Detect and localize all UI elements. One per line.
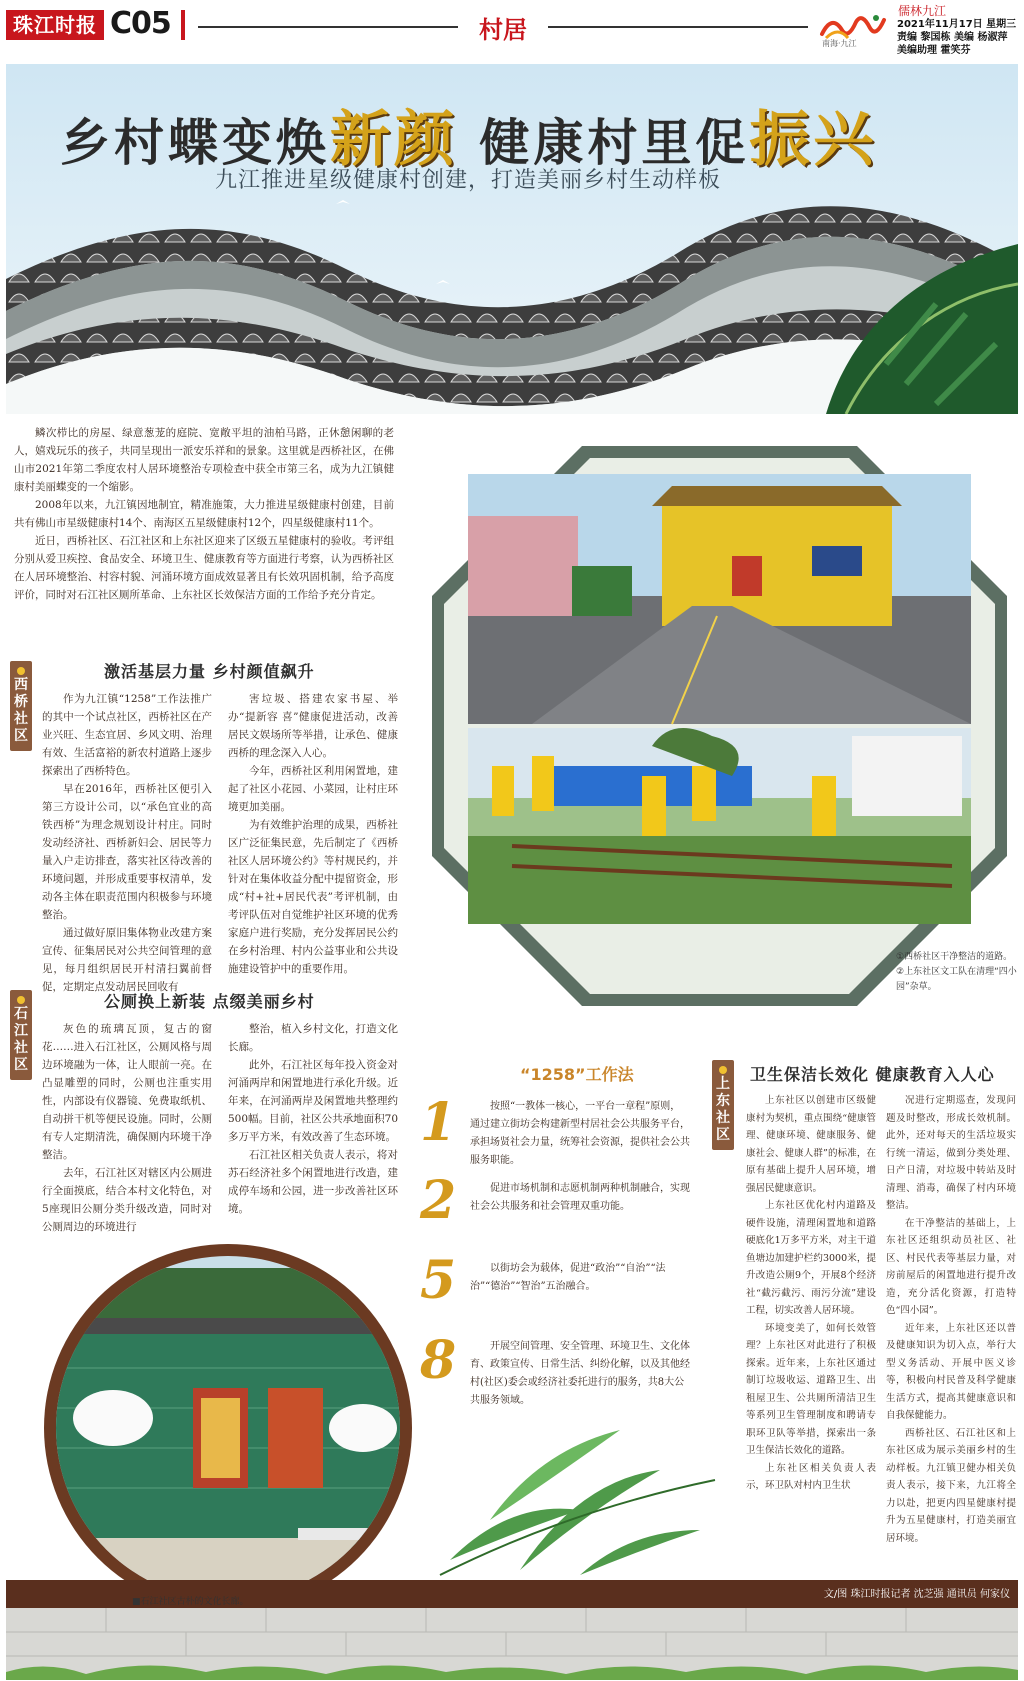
page-header <box>0 0 1024 58</box>
headline-part: 乡村蝶变焕 <box>60 114 330 172</box>
paragraph: 况进行定期巡查，发现问题及时整改，形成长效机制。此外，还对每天的生活垃圾实行统一清运，做到分类处理、日产日清，对垃圾中转站及时清理、消毒，确保了村内环境整洁。 <box>886 1095 1016 1211</box>
photo-shangdong-garden <box>468 728 971 924</box>
section-title-shijiang: 公厕换上新装 点缀美丽乡村 <box>104 992 315 1011</box>
section-name: 村居 <box>479 16 527 44</box>
photo-shijiang-corridor <box>18 1238 438 1608</box>
shijiang-column-1 <box>42 1020 212 1236</box>
header-divider <box>181 10 185 40</box>
photo-captions <box>896 950 1022 995</box>
paragraph: 去年，石江社区对辖区内公厕进行全面摸底，结合本村文化特色，对5座现旧公厕分类升级改造，同时对公厕周边的环境进行 <box>42 1167 212 1233</box>
section-tag-shangdong: 上东社区 <box>712 1060 734 1150</box>
tag-dot-icon <box>17 996 25 1004</box>
shangdong-column-2 <box>886 1092 1016 1547</box>
edition-info <box>897 18 1023 57</box>
intro-paragraph: 2008年以来，九江镇因地制宜，精准施策，大力推进星级健康村创建，目前共有佛山市星级健康村14个、南海区五星级健康村12个，四星级健康村11个。 <box>14 499 394 529</box>
workflow-number: 1 <box>420 1092 457 1153</box>
workflow-number: 2 <box>420 1170 457 1231</box>
paragraph: 为有效维护治理的成果，西桥社区广泛征集民意，先后制定了《西桥社区人居环境公约》等村规民约，并针对在集体收益分配中提留资金，形成“村+社+居民代表”考评机制，由考评队伍对自觉维护社区环境的优秀家庭户进行奖励，充分发挥居民公约在乡村治理、村内公益事业和公共设施建设管护中的重要作用。 <box>228 819 398 975</box>
paragraph: 此外，石江社区每年投入资金对河涌两岸和闲置地进行承化升级。近年来，在河涌两岸及闲置地共整理约500幅。目前，社区公共承地面积70多万平方米，有效改善了生态环境。 <box>228 1059 398 1143</box>
section-tag-shijiang: 石江社区 <box>10 990 32 1080</box>
section-title-xiqiao: 激活基层力量 乡村颜值飙升 <box>104 662 315 681</box>
workflow-item <box>420 1170 690 1250</box>
workflow-text: 促进市场机制和志愿机制两种机制融合，实现社会公共服务和社会管理双重功能。 <box>470 1183 690 1212</box>
section-tag-xiqiao: 西桥社区 <box>10 661 32 751</box>
tag-dot-icon <box>17 667 25 675</box>
issue-date: 2021年11月17日 星期三 <box>897 19 1017 30</box>
caption-1: ①西桥社区干净整洁的道路。 <box>896 952 1013 962</box>
photo-xiqiao-street <box>468 474 971 724</box>
corridor-caption: ■石江社区古朴的文化长廊。 <box>132 1597 249 1607</box>
page-number: C05 <box>110 6 171 41</box>
paragraph: 上东社区以创建市区级健康村为契机，重点围绕“健康管理、健康环境、健康服务、健康社会、健康人群”的标准，在原有基础上提升人居环境，增强居民健康意识。 <box>746 1095 876 1194</box>
photo-frame <box>432 446 1007 1006</box>
paragraph: 西桥社区、石江社区和上东社区成为展示美丽乡村的生动样板。九江镇卫健办相关负责人表示，接下来，九江将全力以赴，把更内四星健康村提升为五星健康村，打造美丽宜居环境。 <box>886 1427 1016 1544</box>
paragraph: 早在2016年，西桥社区便引入第三方设计公司，以“承色宜业的高铁西桥”为理念规划设计村庄。同时发动经济社、西桥新妇会、居民等力量入户走访排查，落实社区待改善的环境问题，并形成重要事权清单，发动各主体在职责范围内积极参与环境整治。 <box>42 783 212 921</box>
intro-paragraph: 鳞次栉比的房屋、绿意葱茏的庭院、宽敞平坦的油柏马路，正休憩闲聊的老人，嬉戏玩乐的孩子，共同呈现出一派安乐祥和的景象。这里就是西桥社区，在佛山市2021年第二季度农村人居环境整治专项检查中获全市第三名，成为九江镇健康村美丽蝶变的一个缩影。 <box>14 427 394 493</box>
tag-dot-icon <box>719 1066 727 1074</box>
paragraph: 在干净整洁的基础上，上东社区还组织动员社区、社区、村民代表等基层力量，对房前屋后的闲置地进行提升改造，充分活化资源，打造特色“四小园”。 <box>886 1217 1016 1316</box>
paragraph: 今年，西桥社区利用闲置地，建起了社区小花园、小菜园，让村庄环境更加美丽。 <box>228 765 398 813</box>
editor-line: 责编 黎国栋 美编 杨淑萍 <box>897 32 1008 43</box>
logo-subtitle: 南海·九江 <box>822 39 857 48</box>
workflow-title: “1258”工作法 <box>520 1065 634 1084</box>
workflow-text: 开展空间管理、安全管理、环境卫生、文化体育、政策宣传、日常生活、纠纷化解，以及其他经村(社区)委会或经济社委托进行的服务，共8大公共服务领域。 <box>470 1341 690 1406</box>
workflow-number: 8 <box>420 1330 457 1391</box>
paragraph: 上东社区优化村内道路及硬件设施，清理闲置地和道路硬底化1万多平方米，对主干道鱼塘边加建护栏约3000米，提升改造公厕9个，开展8个经济社“截污截污、雨污分流”建设工程，切实改善人居环境。 <box>746 1200 876 1316</box>
paragraph: 通过做好原旧集体物业改建方案宣传、征集居民对公共空间管理的意见，每月组织居民开村清扫翼前督促，定期定点发动居民回收有 <box>42 927 212 993</box>
paragraph: 整治，植入乡村文化，打造文化长廊。 <box>228 1023 398 1053</box>
shangdong-column-1 <box>746 1092 876 1495</box>
header-rule-right <box>548 26 808 28</box>
paragraph: 作为九江镇“1258”工作法推广的其中一个试点社区，西桥社区在产业兴旺、生态宜居、乡风文明、治理有效、生活富裕的新农村道路上逐步探索出了西桥特色。 <box>42 693 212 777</box>
xiqiao-column-1 <box>42 690 212 996</box>
subheadline: 九江推进星级健康村创建，打造美丽乡村生动样板 <box>215 168 722 193</box>
paragraph: 环境变美了，如何长效管理？上东社区对此进行了积极探索。近年来，上东社区通过制订垃圾收运、道路卫生、出租屋卫生、公共厕所清洁卫生等系列卫生管理制度和聘请专职环卫队等举措，探索出一条卫生保洁长效化的道路。 <box>746 1322 876 1456</box>
workflow-number: 5 <box>420 1250 457 1311</box>
brand-slogan: 儒林九江 <box>898 4 947 18</box>
paragraph: 灰色的琉璃瓦顶，复古的窗花……进入石江社区，公厕风格与周边环境融为一体，让人眼前一亮。在凸显雕塑的同时，公厕也注重实用性，内部设有仪器镜、免费取纸机、自动拼干机等便民设施。同时，公厕有专人定期清洗，确保厕内环境干净整洁。 <box>42 1023 212 1161</box>
xiqiao-column-2 <box>228 690 398 978</box>
masthead: 珠江时报 <box>6 10 104 40</box>
caption-2: ②上东社区文工队在清理“四小园”杂草。 <box>896 967 1017 992</box>
section-title-shangdong: 卫生保洁长效化 健康教育入人心 <box>750 1065 995 1084</box>
shijiang-column-2 <box>228 1020 398 1218</box>
paragraph: 石江社区相关负责人表示，将对苏石经济社多个闲置地进行改造，建成停车场和公园，进一步改善社区环境。 <box>228 1149 398 1215</box>
header-rule-left <box>198 26 458 28</box>
headline-part: 健康村里促 <box>479 114 750 172</box>
intro-text <box>14 424 394 604</box>
headline-highlight: 新颜 <box>330 105 458 175</box>
byline: 文/图 珠江时报记者 沈芝强 通讯员 何家仪 <box>823 1589 1010 1600</box>
workflow-item <box>420 1092 690 1170</box>
intro-paragraph: 近日，西桥社区、石江社区和上东社区迎来了区级五星健康村的验收。考评组分别从爱卫疾控、食品安全、环境卫生、健康教育等方面进行考察，认为西桥社区在人居环境整治、村容村貌、河涌环境方面成效显著且有长效巩固机制，给予高度评价，同时对石江社区厕所革命、上东社区长效保洁方面的工作给予充分肯定。 <box>14 535 394 601</box>
paragraph: 上东社区相关负责人表示，环卫队对村内卫生状 <box>746 1462 876 1491</box>
headline-highlight: 振兴 <box>749 105 878 175</box>
paragraph: 近年来，上东社区还以普及健康知识为切入点，举行大型义务活动、开展中医义诊等，积极向村民普及科学健康生活方式，提高其健康意识和自我保健能力。 <box>886 1322 1016 1421</box>
workflow-item <box>420 1250 690 1330</box>
bamboo-leaf-decoration <box>430 1360 720 1580</box>
workflow-text: 以街坊会为载体，促进“政治”“自治”“法治”“德治”“智治”五治融合。 <box>470 1263 666 1292</box>
paragraph: 害垃圾、搭建农家书屋、举办“提新容 喜”健康促进活动，改善居民文娱场所等举措，让承色、健康西桥的理念深入人心。 <box>228 693 398 759</box>
workflow-text: 按照“一教体一核心，一平台一章程”原则，通过建立街坊会构建新型村居社会公共服务平台，承担场贤社会力量，统筹社会资源，提供社会公共服务职能。 <box>470 1101 690 1166</box>
editor-line: 美编助理 霍笑芬 <box>897 45 971 56</box>
